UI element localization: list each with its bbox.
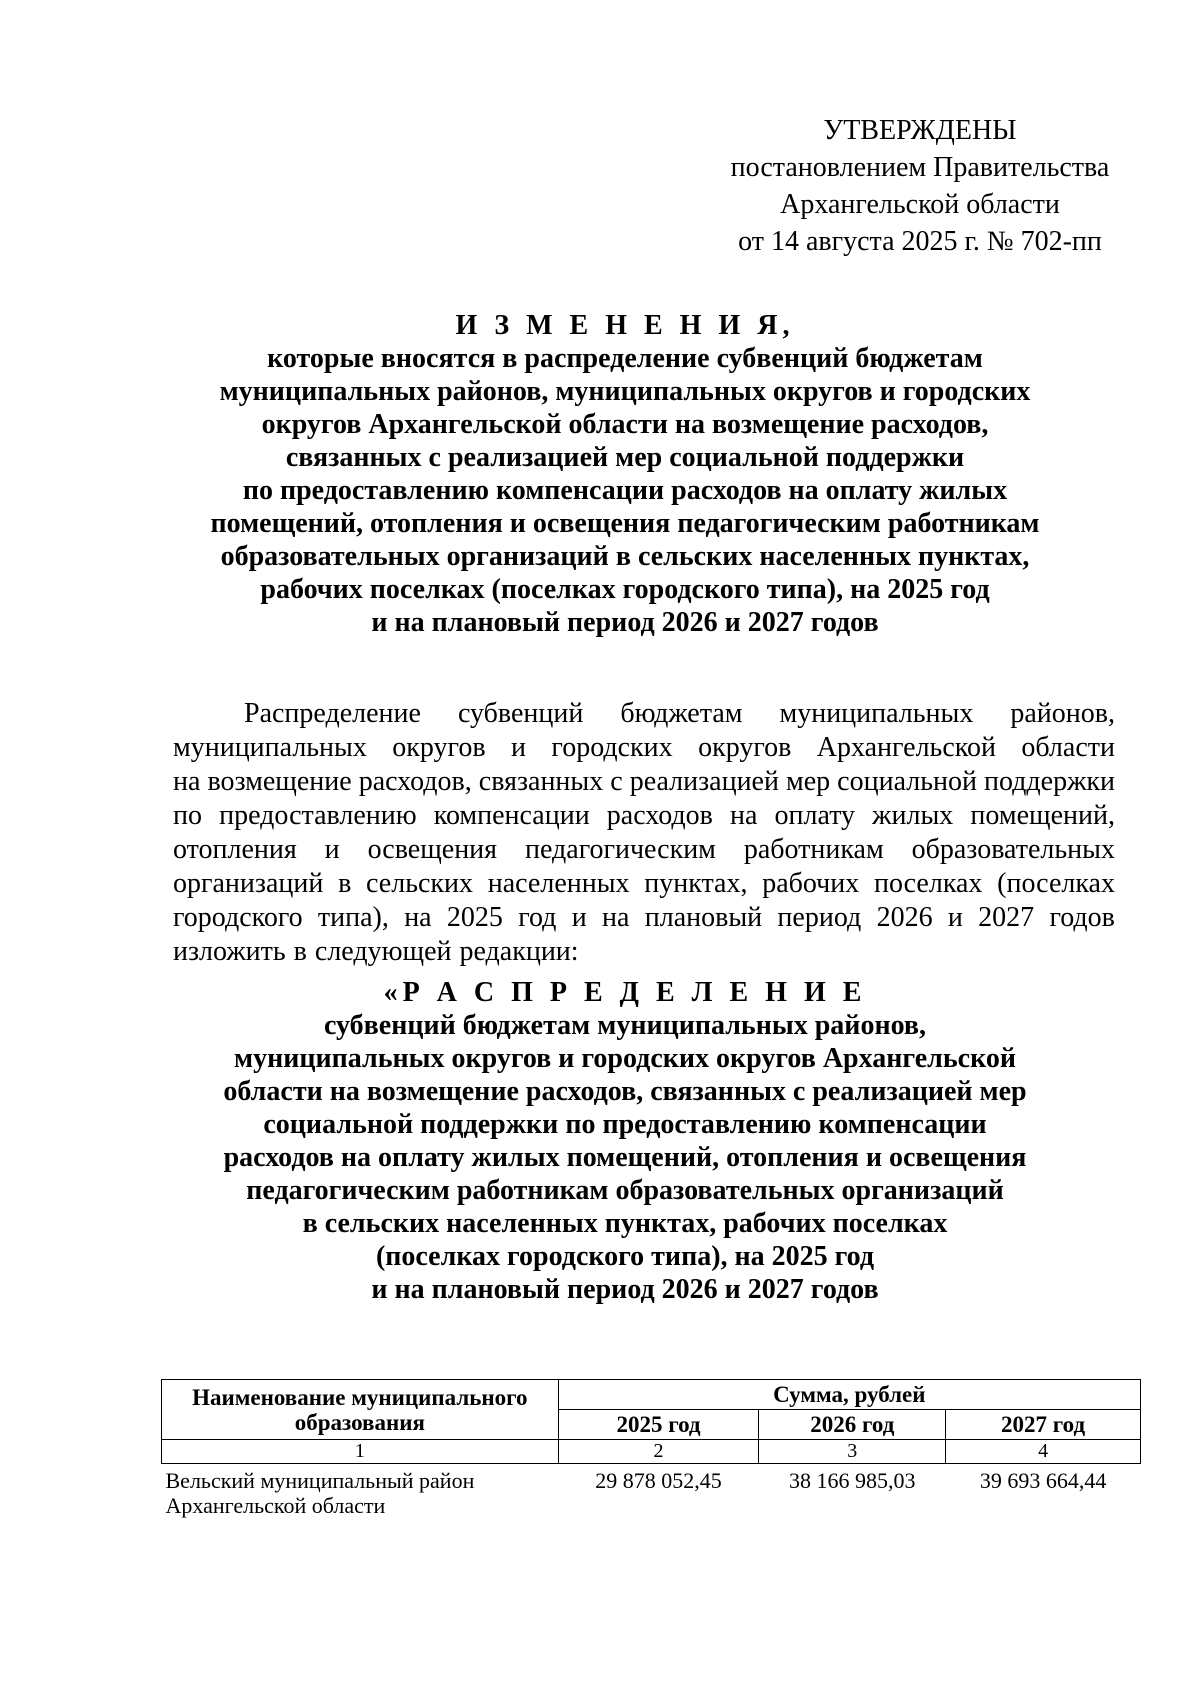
paragraph-word: и bbox=[947, 902, 963, 933]
paragraph-word: пунктах, bbox=[644, 868, 748, 899]
header-year-2025: 2025 год bbox=[558, 1410, 759, 1440]
paragraph-word: и bbox=[324, 834, 340, 865]
header-municipality bbox=[162, 1380, 559, 1440]
approval-title: УТВЕРЖДЕНЫ bbox=[823, 115, 1017, 146]
row-name-line1: Вельский муниципальный район bbox=[165, 1468, 475, 1493]
paragraph-word: и bbox=[571, 902, 587, 933]
changes-title: И З М Е Н Е Н И Я, bbox=[455, 310, 795, 341]
paragraph-word: и bbox=[510, 732, 526, 763]
header-municipality-line1: Наименование муниципального bbox=[192, 1384, 528, 1410]
changes-line: помещений, отопления и освещения педагогическим работникам bbox=[210, 508, 1040, 539]
paragraph-line bbox=[173, 765, 1115, 799]
distribution-line: (поселках городского типа), на 2025 год bbox=[375, 1241, 875, 1272]
paragraph-word: на bbox=[602, 902, 630, 933]
paragraph-word: поддержки bbox=[983, 766, 1115, 797]
paragraph-word: 2025 bbox=[446, 902, 503, 933]
paragraph-word: социальной bbox=[837, 766, 977, 797]
paragraph-word: отопления bbox=[173, 834, 297, 865]
table-row bbox=[162, 1464, 1141, 1523]
paragraph-word: расходов, bbox=[358, 766, 472, 797]
approval-block bbox=[700, 112, 1140, 260]
paragraph-word: муниципальных bbox=[173, 732, 367, 763]
column-number: 2 bbox=[558, 1440, 759, 1464]
table-header-row bbox=[162, 1380, 1141, 1410]
paragraph-word: (поселках bbox=[997, 868, 1115, 899]
header-year-2026: 2026 год bbox=[759, 1410, 946, 1440]
changes-line: округов Архангельской области на возмещение расходов, bbox=[261, 409, 989, 440]
paragraph-word: поселках bbox=[873, 868, 983, 899]
paragraph-word: связанных bbox=[478, 766, 604, 797]
distribution-line: муниципальных округов и городских округов Архангельской bbox=[234, 1043, 1016, 1074]
paragraph-word: работникам bbox=[743, 834, 884, 865]
row-value-2026: 38 166 985,03 bbox=[789, 1468, 916, 1493]
paragraph-word: реализацией bbox=[629, 766, 779, 797]
body-paragraph bbox=[173, 697, 1115, 969]
paragraph-word: освещения bbox=[367, 834, 498, 865]
changes-line: образовательных организаций в сельских населенных пунктах, bbox=[220, 541, 1030, 572]
paragraph-word: период bbox=[777, 902, 862, 933]
paragraph-word: округов bbox=[698, 732, 792, 763]
distribution-line: субвенций бюджетам муниципальных районов, bbox=[323, 1010, 926, 1041]
distribution-title: «Р А С П Р Е Д Е Л Е Н И Е bbox=[383, 977, 867, 1008]
paragraph-word: городских bbox=[551, 732, 673, 763]
paragraph-word: жилых bbox=[872, 800, 954, 831]
row-value-2027: 39 693 664,44 bbox=[979, 1468, 1107, 1493]
paragraph-word: Архангельской bbox=[816, 732, 996, 763]
approval-region: Архангельской области bbox=[780, 189, 1060, 220]
paragraph-word: области bbox=[1021, 732, 1115, 763]
paragraph-line bbox=[173, 697, 1115, 731]
paragraph-word: муниципальных bbox=[779, 698, 974, 729]
paragraph-word: годов bbox=[1049, 902, 1115, 933]
paragraph-line bbox=[173, 867, 1115, 901]
distribution-table bbox=[161, 1379, 1141, 1522]
paragraph-word: 2026 bbox=[876, 902, 933, 933]
paragraph-word: 2027 bbox=[978, 902, 1035, 933]
changes-line: муниципальных районов, муниципальных округов и городских bbox=[219, 376, 1031, 407]
paragraph-word: в bbox=[338, 868, 352, 899]
changes-line: рабочих поселках (поселках городского типа), на 2025 год bbox=[260, 574, 990, 605]
paragraph-word: сельских bbox=[366, 868, 473, 899]
paragraph-word: типа), bbox=[317, 902, 389, 933]
paragraph-word: населенных bbox=[487, 868, 630, 899]
distribution-line: и на плановый период 2026 и 2027 годов bbox=[371, 1274, 879, 1305]
paragraph-word: районов, bbox=[1010, 698, 1115, 729]
column-number: 1 bbox=[162, 1440, 559, 1464]
row-value-2025: 29 878 052,45 bbox=[595, 1468, 722, 1493]
paragraph-word: с bbox=[610, 766, 623, 797]
paragraph-word: педагогическим bbox=[524, 834, 716, 865]
distribution-line: области на возмещение расходов, связанных с реализацией мер bbox=[223, 1076, 1027, 1107]
changes-line: связанных с реализацией мер социальной поддержки bbox=[285, 442, 965, 473]
distribution-line: социальной поддержки по предоставлению компенсации bbox=[263, 1109, 987, 1140]
paragraph-word: по bbox=[173, 800, 202, 831]
paragraph-line bbox=[173, 731, 1115, 765]
row-name-line2: Архангельской области bbox=[165, 1493, 386, 1518]
paragraph-line bbox=[173, 833, 1115, 867]
paragraph-word: предоставлению bbox=[219, 800, 417, 831]
column-number: 4 bbox=[946, 1440, 1141, 1464]
paragraph-word: год bbox=[518, 902, 557, 933]
paragraph-word: округов bbox=[392, 732, 486, 763]
header-municipality-line2: образования bbox=[294, 1409, 425, 1435]
paragraph-word: Распределение bbox=[244, 698, 421, 729]
paragraph-line bbox=[173, 799, 1115, 833]
distribution-line: в сельских населенных пунктах, рабочих поселках bbox=[302, 1208, 948, 1239]
distribution-heading bbox=[150, 976, 1100, 1306]
paragraph-word: следующей bbox=[314, 936, 452, 967]
paragraph-word: плановый bbox=[644, 902, 763, 933]
paragraph-word: на bbox=[173, 766, 201, 797]
paragraph-word: субвенций bbox=[457, 698, 584, 729]
paragraph-line bbox=[173, 901, 1115, 935]
header-sum: Сумма, рублей bbox=[558, 1380, 1140, 1410]
distribution-line: расходов на оплату жилых помещений, отопления и освещения bbox=[223, 1142, 1027, 1173]
paragraph-word: рабочих bbox=[762, 868, 860, 899]
column-number-row bbox=[162, 1440, 1141, 1464]
distribution-line: педагогическим работникам образовательных организаций bbox=[246, 1175, 1004, 1206]
paragraph-line bbox=[173, 935, 1115, 969]
paragraph-word: организаций bbox=[173, 868, 324, 899]
paragraph-word: бюджетам bbox=[620, 698, 743, 729]
row-municipality-name bbox=[162, 1464, 559, 1523]
paragraph-word: редакции: bbox=[459, 936, 579, 967]
paragraph-word: образовательных bbox=[911, 834, 1115, 865]
paragraph-word: изложить bbox=[173, 936, 286, 967]
paragraph-word: на bbox=[730, 800, 758, 831]
approval-date: от 14 августа 2025 г. № 702-пп bbox=[738, 226, 1102, 257]
column-number: 3 bbox=[759, 1440, 946, 1464]
paragraph-word: возмещение bbox=[207, 766, 352, 797]
changes-line: по предоставлению компенсации расходов на оплату жилых bbox=[242, 475, 1008, 506]
paragraph-word: компенсации bbox=[433, 800, 590, 831]
approval-decree: постановлением Правительства bbox=[730, 152, 1110, 183]
paragraph-word: мер bbox=[786, 766, 831, 797]
header-year-2027: 2027 год bbox=[946, 1410, 1141, 1440]
changes-line: которые вносятся в распределение субвенций бюджетам bbox=[267, 343, 983, 374]
paragraph-word: городского bbox=[173, 902, 303, 933]
paragraph-word: расходов bbox=[606, 800, 713, 831]
paragraph-word: оплату bbox=[774, 800, 856, 831]
paragraph-word: помещений, bbox=[970, 800, 1115, 831]
changes-line: и на плановый период 2026 и 2027 годов bbox=[371, 607, 879, 638]
paragraph-word: в bbox=[293, 936, 307, 967]
paragraph-word: на bbox=[404, 902, 432, 933]
changes-heading bbox=[150, 309, 1100, 639]
